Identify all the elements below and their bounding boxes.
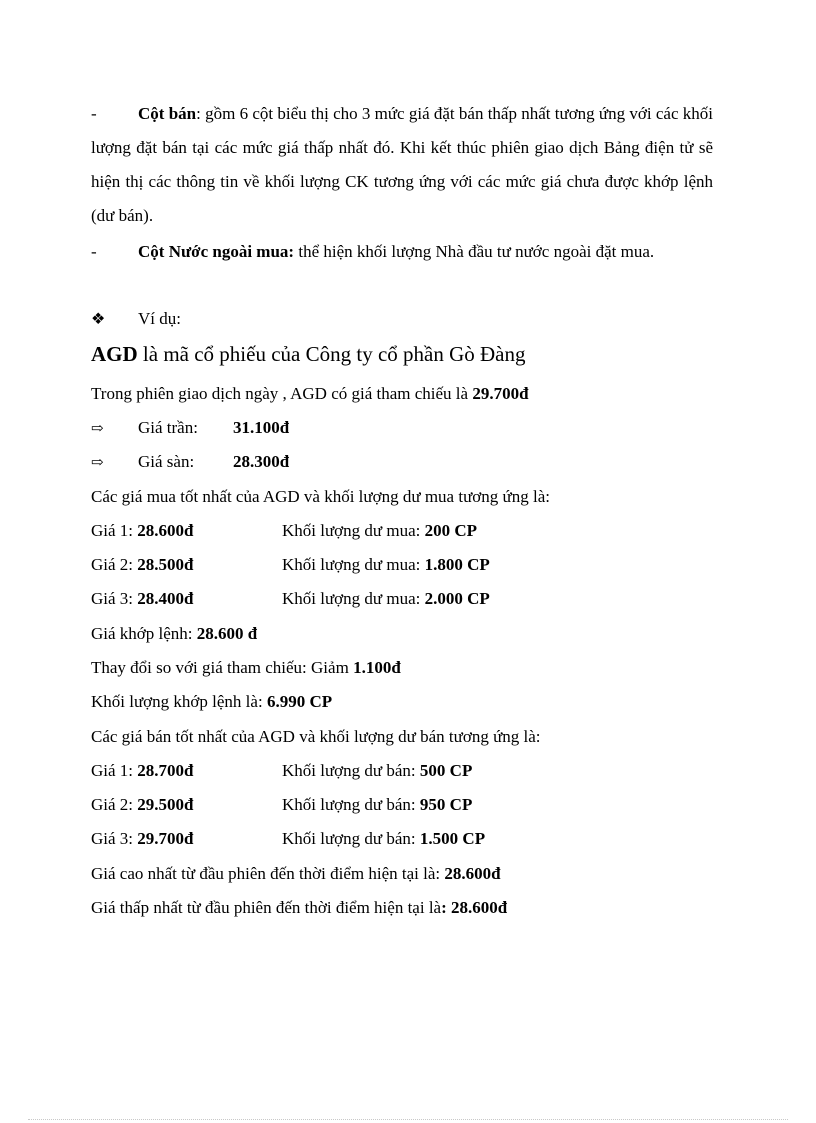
sell-row-3 bbox=[91, 829, 194, 849]
price-label: Giá 2: bbox=[91, 795, 138, 814]
reference-price-line bbox=[91, 384, 529, 404]
ceiling-label: Giá trần: bbox=[138, 418, 198, 437]
ceiling-value: 31.100đ bbox=[233, 418, 290, 437]
volume-label: Khối lượng dư bán: bbox=[282, 761, 420, 780]
price-value: 29.500đ bbox=[137, 795, 194, 814]
buy-vol-1 bbox=[282, 521, 477, 541]
session-low-line bbox=[91, 898, 507, 918]
buy-vol-3 bbox=[282, 589, 490, 609]
volume-label: Khối lượng dư bán: bbox=[282, 829, 420, 848]
bullet-text: thể hiện khối lượng Nhà đầu tư nước ngoài đặt mua. bbox=[294, 242, 655, 261]
buy-row-3 bbox=[91, 589, 194, 609]
bullet-cot-nuoc-ngoai-mua bbox=[91, 235, 713, 269]
match-price-value: 28.600 đ bbox=[196, 624, 258, 643]
session-high-value: 28.600đ bbox=[444, 864, 501, 883]
price-label: Giá 1: bbox=[91, 761, 138, 780]
price-value: 28.500đ bbox=[137, 555, 194, 574]
example-heading bbox=[91, 342, 526, 367]
price-value: 28.400đ bbox=[137, 589, 194, 608]
price-label: Giá 1: bbox=[91, 521, 138, 540]
arrow-right-icon: ⇨ bbox=[91, 455, 104, 471]
sell-intro: Các giá bán tốt nhất của AGD và khối lượng dư bán tương ứng là: bbox=[91, 727, 541, 746]
match-volume-label: Khối lượng khớp lệnh là: bbox=[91, 692, 267, 711]
buy-row-1 bbox=[91, 521, 194, 541]
price-value: 29.700đ bbox=[137, 829, 194, 848]
price-value: 28.600đ bbox=[137, 521, 194, 540]
price-label: Giá 3: bbox=[91, 589, 138, 608]
price-label: Giá 2: bbox=[91, 555, 138, 574]
volume-label: Khối lượng dư bán: bbox=[282, 795, 420, 814]
sell-row-1 bbox=[91, 761, 194, 781]
sell-vol-3 bbox=[282, 829, 485, 849]
volume-label: Khối lượng dư mua: bbox=[282, 555, 425, 574]
diamond-bullet-icon: ❖ bbox=[91, 311, 106, 328]
page-footer-divider bbox=[28, 1119, 788, 1120]
sell-vol-2 bbox=[282, 795, 472, 815]
session-high-label: Giá cao nhất từ đầu phiên đến thời điểm hiện tại là: bbox=[91, 864, 445, 883]
match-volume-line bbox=[91, 692, 332, 712]
floor-value: 28.300đ bbox=[233, 452, 290, 471]
match-volume-value: 6.990 CP bbox=[266, 692, 333, 711]
bullet-text: : gồm 6 cột biểu thị cho 3 mức giá đặt bán thấp nhất tương ứng với các khối lượng đặt bán tại các mức giá thấp nhất đó. Khi kết thúc phiên giao dịch Bảng điện tử sẽ hiện thị các thông tin về khối lượng CK tương ứng với các mức giá chưa được khớp lệnh (dư bán). bbox=[91, 104, 713, 225]
volume-value: 200 CP bbox=[424, 521, 478, 540]
volume-label: Khối lượng dư mua: bbox=[282, 589, 425, 608]
floor-label: Giá sàn: bbox=[138, 452, 195, 471]
match-price-label: Giá khớp lệnh: bbox=[91, 624, 197, 643]
session-low-label: Giá thấp nhất từ đầu phiên đến thời điểm hiện tại là bbox=[91, 898, 442, 917]
arrow-right-icon: ⇨ bbox=[91, 421, 104, 437]
session-high-line bbox=[91, 864, 501, 884]
match-price-line bbox=[91, 624, 257, 644]
dash-marker: - bbox=[91, 242, 97, 261]
reference-price: 29.700đ bbox=[472, 384, 529, 403]
sell-row-2 bbox=[91, 795, 194, 815]
price-value: 28.700đ bbox=[137, 761, 194, 780]
example-label: Ví dụ: bbox=[138, 309, 181, 328]
volume-value: 1.500 CP bbox=[419, 829, 486, 848]
buy-vol-2 bbox=[282, 555, 490, 575]
volume-value: 950 CP bbox=[419, 795, 473, 814]
change-line bbox=[91, 658, 401, 678]
buy-intro: Các giá mua tốt nhất của AGD và khối lượng dư mua tương ứng là: bbox=[91, 487, 550, 506]
bullet-term: Cột Nước ngoài mua: bbox=[138, 242, 295, 261]
dash-marker: - bbox=[91, 104, 97, 123]
change-label: Thay đổi so với giá tham chiếu: Giảm bbox=[91, 658, 354, 677]
heading-text: là mã cổ phiếu của Công ty cổ phần Gò Đàng bbox=[137, 342, 526, 366]
buy-row-2 bbox=[91, 555, 194, 575]
session-low-value: : 28.600đ bbox=[441, 898, 508, 917]
stock-code: AGD bbox=[91, 342, 138, 366]
reference-text: Trong phiên giao dịch ngày , AGD có giá tham chiếu là bbox=[91, 384, 473, 403]
sell-vol-1 bbox=[282, 761, 472, 781]
price-label: Giá 3: bbox=[91, 829, 138, 848]
bullet-cot-ban bbox=[91, 97, 713, 233]
volume-label: Khối lượng dư mua: bbox=[282, 521, 425, 540]
volume-value: 2.000 CP bbox=[424, 589, 490, 608]
volume-value: 1.800 CP bbox=[424, 555, 490, 574]
change-value: 1.100đ bbox=[353, 658, 401, 677]
bullet-term: Cột bán bbox=[138, 104, 197, 123]
volume-value: 500 CP bbox=[419, 761, 473, 780]
